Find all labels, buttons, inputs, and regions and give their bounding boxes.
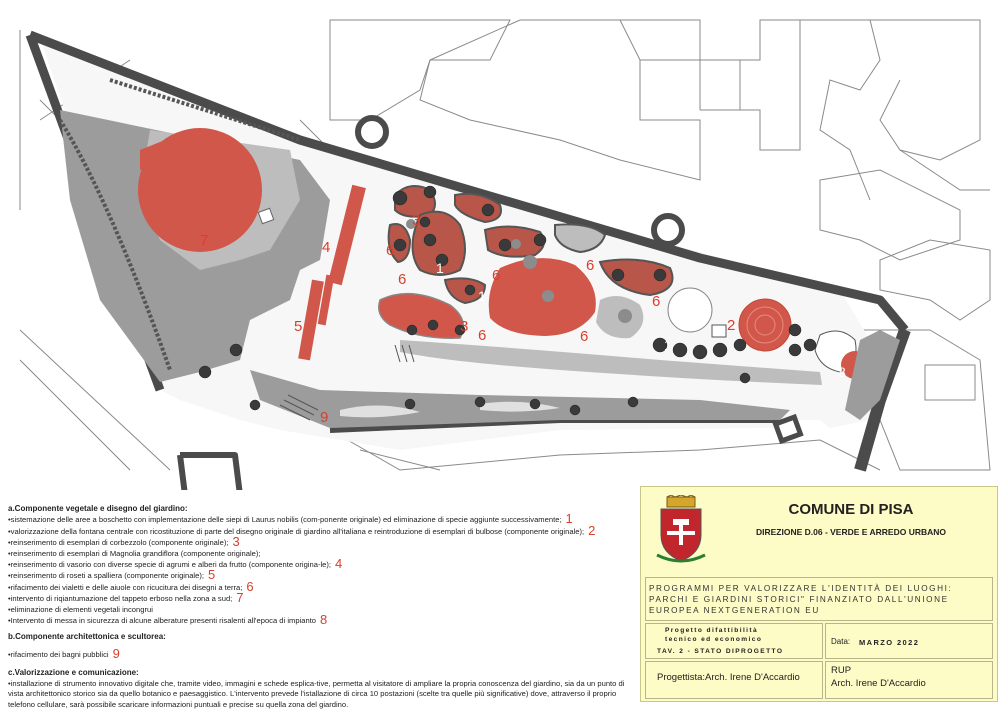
legend-section-b-list	[8, 649, 638, 660]
gate-circle-north	[358, 118, 386, 146]
legend-item	[8, 615, 638, 626]
area-number: 1	[664, 337, 672, 353]
area-number: 6	[580, 328, 589, 345]
date-value: MARZO 2022	[859, 638, 920, 647]
legend-item-text: •sistemazione delle aree a boschetto con implementazione delle siepi di Laurus nobilis (com-ponente originale) ed eliminazione di specie aggiunte successivamente;	[8, 515, 562, 525]
legend-item	[8, 649, 638, 660]
legend-item-number: 8	[320, 615, 328, 627]
tavola-label: TAV. 2 - STATO DIPROGETTO	[657, 648, 784, 655]
legend-item	[8, 559, 638, 570]
direzione-subtitle: DIREZIONE D.06 - VERDE E ARREDO URBANO	[755, 527, 946, 537]
legend-item	[8, 526, 638, 537]
comune-title: COMUNE DI PISA	[788, 501, 914, 518]
title-block	[640, 486, 998, 702]
area-number: 9	[320, 409, 329, 426]
legend-section-b-title: b.Componente architettonica e scultorea:	[8, 632, 166, 642]
legend-item-number: 9	[112, 648, 120, 661]
area-number: 6	[478, 327, 487, 344]
pisa-coat-of-arms-icon	[653, 495, 709, 565]
legend-item	[8, 537, 638, 548]
rup-label: RUP	[831, 665, 852, 676]
area-number: 6	[492, 267, 501, 284]
legend-item	[8, 593, 638, 604]
legend-item-text: •rifacimento dei bagni pubblici	[8, 649, 109, 659]
gate-square-south	[776, 417, 801, 441]
area-number: 5	[294, 318, 303, 335]
legend-section-a-title: a.Componente vegetale e disegno del giardino:	[8, 504, 188, 513]
legend-item-text: •valorizzazione della fontana centrale con ricostituzione di parte del disegno originale di giardino all'italiana e reintroduzione di esemplari di bulbose (componente originale);	[8, 526, 585, 536]
legend-section-c-title: c.Valorizzazione e comunicazione:	[8, 668, 139, 678]
legend-item	[8, 570, 638, 581]
area-number: 3	[460, 318, 469, 335]
legend-item	[8, 605, 638, 615]
legend-item	[8, 582, 638, 593]
area-number: 2	[727, 317, 736, 334]
legend-item-text: •intervento di riqiantumazione del tappeto erboso nella zona a sud;	[8, 594, 233, 604]
legend-section-c-text: •installazione di strumento innovativo digitale che, tramite video, immagini e schede esplica-tive, permetta al visitatore di ampliare la propria conoscenza del giardino, sia da un punto di vista architettonico storico sia da quello botanico e paesaggistico. L'intervento prevede l'istallazione di circa 10 postazioni (scelte tra quelle più significative) dove, attraverso il proprio telefono cellulare, sarà possibile scaricare informazioni puntuali e precise su quella zona del giardino.	[8, 678, 625, 709]
area-number: 6	[398, 271, 407, 288]
legend-item-text: •rifacimento dei vialetti e delle aiuole con ricucitura dei disegni a terra;	[8, 582, 243, 592]
area-number: 7	[200, 232, 209, 249]
gate-circle-east	[654, 216, 682, 244]
legend-section-a-list	[8, 514, 638, 626]
legend-item-number: 6	[246, 581, 254, 594]
legend-item-number: 4	[335, 559, 343, 571]
legend-item	[8, 514, 638, 525]
legend-item-text: •reinserimento di esemplari di corbezzolo (componente originale);	[8, 538, 229, 548]
legend-item-text: •Intervento di messa in sicurezza di alcune alberature presenti risalenti all'epoca di impianto	[8, 616, 317, 626]
area-number: 4	[322, 239, 331, 256]
legend-item-text: •reinserimento di roseti a spalliera (componente originale);	[8, 571, 204, 581]
date-label: Data:	[831, 637, 851, 646]
area-number: 8	[838, 364, 846, 380]
project-line2: tecnico ed economico	[665, 636, 763, 643]
area-number: 1	[478, 288, 486, 304]
legend-item-number: 5	[207, 570, 216, 582]
rup-name: Arch. Irene D'Accardio	[831, 678, 926, 689]
legend-item-number: 3	[232, 537, 240, 549]
designer-text: Progettista:Arch. Irene D'Accardio	[657, 672, 800, 683]
legend-item-number: 1	[565, 514, 573, 526]
area-number: 6	[652, 293, 661, 310]
legend-item-text: •eliminazione di elementi vegetali incongrui	[8, 604, 153, 614]
legend-item-text: •reinserimento di vasorio con diverse specie di agrumi e alberi da frutto (componente origina-le);	[8, 560, 332, 570]
intervention-legend	[8, 504, 638, 710]
area-number: 6	[586, 257, 595, 274]
project-line1: Progetto difattibilità	[665, 627, 759, 634]
legend-item-text: •reinserimento di esemplari di Magnolia grandiflora (componente originale);	[8, 548, 261, 558]
legend-item	[8, 549, 638, 559]
programme-text: PROGRAMMI PER VALORIZZARE L'IDENTITÀ DEI LUOGHI: PARCHI E GIARDINI STORICI" FINANZIATO DALL'UNIONE EUROPEA NEXTGENERATION EU	[649, 584, 953, 615]
area-number: 3	[412, 212, 421, 229]
area-number: 1	[436, 260, 444, 276]
area-number: 6	[386, 242, 395, 259]
legend-item-number: 7	[236, 593, 244, 605]
legend-item-number: 2	[588, 525, 596, 538]
